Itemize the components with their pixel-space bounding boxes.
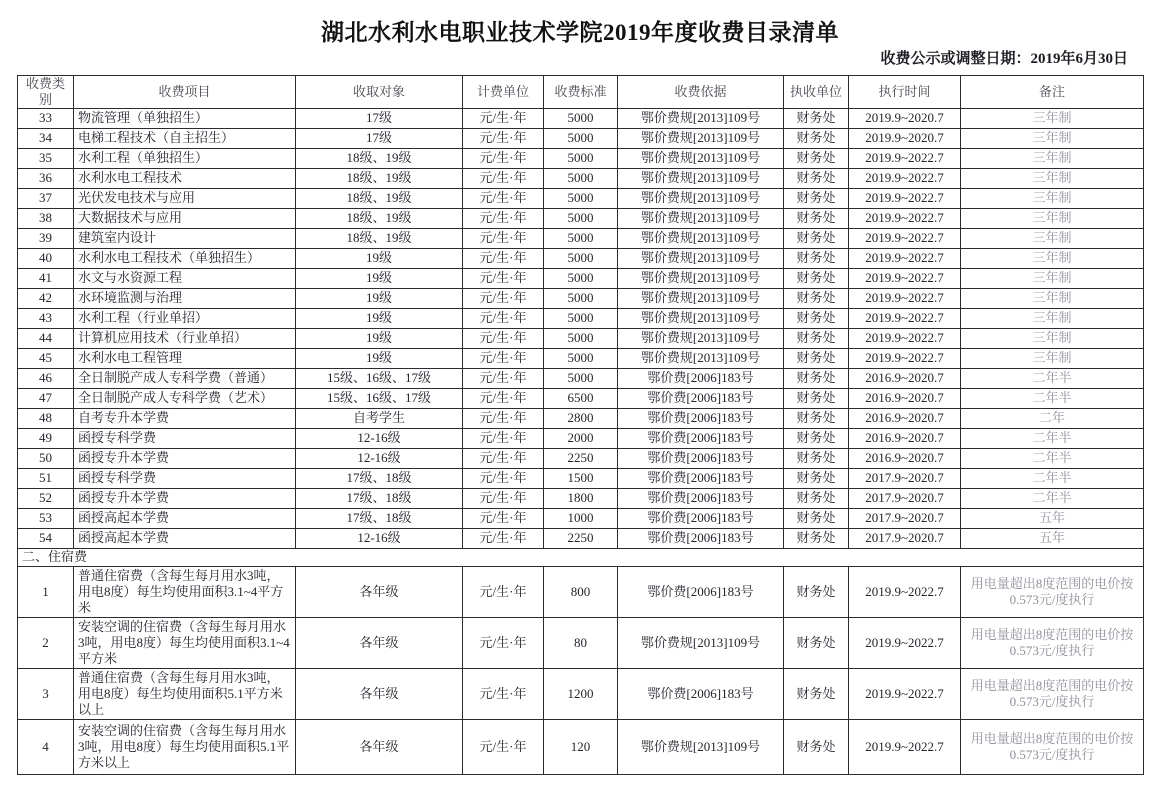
cell-category-no: 3 bbox=[18, 668, 74, 719]
cell-collecting-unit: 财务处 bbox=[784, 308, 849, 328]
cell-fee-basis: 鄂价费规[2013]109号 bbox=[618, 128, 784, 148]
header-cell-fee-standard: 收费标准 bbox=[544, 76, 618, 109]
cell-target: 各年级 bbox=[296, 617, 463, 668]
cell-exec-period: 2017.9~2020.7 bbox=[849, 528, 961, 548]
cell-billing-unit: 元/生·年 bbox=[463, 488, 544, 508]
cell-category-no: 4 bbox=[18, 719, 74, 774]
cell-target: 各年级 bbox=[296, 719, 463, 774]
cell-fee-item: 全日制脱产成人专科学费（普通） bbox=[74, 368, 296, 388]
cell-fee-standard: 5000 bbox=[544, 368, 618, 388]
cell-fee-standard: 5000 bbox=[544, 128, 618, 148]
cell-fee-basis: 鄂价费规[2013]109号 bbox=[618, 328, 784, 348]
cell-fee-basis: 鄂价费规[2013]109号 bbox=[618, 268, 784, 288]
cell-collecting-unit: 财务处 bbox=[784, 488, 849, 508]
cell-billing-unit: 元/生·年 bbox=[463, 408, 544, 428]
cell-collecting-unit: 财务处 bbox=[784, 228, 849, 248]
cell-category-no: 53 bbox=[18, 508, 74, 528]
cell-target: 19级 bbox=[296, 348, 463, 368]
cell-category-no: 47 bbox=[18, 388, 74, 408]
cell-fee-item: 自考专升本学费 bbox=[74, 408, 296, 428]
cell-fee-item: 普通住宿费（含每生每月用水3吨，用电8度）每生均使用面积3.1~4平方米 bbox=[74, 566, 296, 617]
cell-target: 18级、19级 bbox=[296, 188, 463, 208]
cell-billing-unit: 元/生·年 bbox=[463, 188, 544, 208]
cell-fee-item: 函授专升本学费 bbox=[74, 448, 296, 468]
cell-fee-standard: 1200 bbox=[544, 668, 618, 719]
cell-fee-item: 函授专科学费 bbox=[74, 428, 296, 448]
cell-fee-item: 计算机应用技术（行业单招） bbox=[74, 328, 296, 348]
cell-exec-period: 2019.9~2022.7 bbox=[849, 668, 961, 719]
cell-target: 19级 bbox=[296, 328, 463, 348]
cell-exec-period: 2019.9~2022.7 bbox=[849, 348, 961, 368]
cell-exec-period: 2016.9~2020.7 bbox=[849, 448, 961, 468]
cell-fee-standard: 1800 bbox=[544, 488, 618, 508]
cell-category-no: 42 bbox=[18, 288, 74, 308]
tuition-fee-row bbox=[18, 428, 1144, 448]
cell-remark: 用电量超出8度范围的电价按0.573元/度执行 bbox=[961, 617, 1144, 668]
cell-exec-period: 2019.9~2022.7 bbox=[849, 719, 961, 774]
cell-fee-standard: 120 bbox=[544, 719, 618, 774]
cell-billing-unit: 元/生·年 bbox=[463, 368, 544, 388]
cell-fee-standard: 80 bbox=[544, 617, 618, 668]
tuition-fee-row bbox=[18, 228, 1144, 248]
cell-fee-standard: 5000 bbox=[544, 288, 618, 308]
cell-fee-standard: 1000 bbox=[544, 508, 618, 528]
cell-target: 15级、16级、17级 bbox=[296, 368, 463, 388]
cell-remark: 二年半 bbox=[961, 388, 1144, 408]
cell-target: 18级、19级 bbox=[296, 208, 463, 228]
cell-billing-unit: 元/生·年 bbox=[463, 308, 544, 328]
header-cell-collecting-unit: 执收单位 bbox=[784, 76, 849, 109]
cell-exec-period: 2016.9~2020.7 bbox=[849, 408, 961, 428]
cell-remark: 用电量超出8度范围的电价按0.573元/度执行 bbox=[961, 668, 1144, 719]
cell-exec-period: 2019.9~2022.7 bbox=[849, 168, 961, 188]
cell-category-no: 41 bbox=[18, 268, 74, 288]
cell-fee-basis: 鄂价费[2006]183号 bbox=[618, 528, 784, 548]
cell-fee-item: 水环境监测与治理 bbox=[74, 288, 296, 308]
cell-target: 各年级 bbox=[296, 566, 463, 617]
cell-category-no: 1 bbox=[18, 566, 74, 617]
cell-billing-unit: 元/生·年 bbox=[463, 528, 544, 548]
cell-collecting-unit: 财务处 bbox=[784, 428, 849, 448]
cell-collecting-unit: 财务处 bbox=[784, 668, 849, 719]
cell-fee-standard: 5000 bbox=[544, 168, 618, 188]
fee-table bbox=[17, 75, 1144, 775]
cell-exec-period: 2019.9~2020.7 bbox=[849, 128, 961, 148]
cell-category-no: 36 bbox=[18, 168, 74, 188]
cell-fee-basis: 鄂价费规[2013]109号 bbox=[618, 208, 784, 228]
cell-remark: 用电量超出8度范围的电价按0.573元/度执行 bbox=[961, 566, 1144, 617]
cell-collecting-unit: 财务处 bbox=[784, 208, 849, 228]
tuition-fee-row bbox=[18, 308, 1144, 328]
dorm-fee-row bbox=[18, 566, 1144, 617]
tuition-fee-row bbox=[18, 488, 1144, 508]
cell-exec-period: 2019.9~2022.7 bbox=[849, 617, 961, 668]
cell-exec-period: 2019.9~2022.7 bbox=[849, 248, 961, 268]
header-cell-exec-period: 执行时间 bbox=[849, 76, 961, 109]
cell-fee-item: 函授专升本学费 bbox=[74, 488, 296, 508]
cell-collecting-unit: 财务处 bbox=[784, 408, 849, 428]
cell-fee-basis: 鄂价费[2006]183号 bbox=[618, 488, 784, 508]
cell-fee-basis: 鄂价费[2006]183号 bbox=[618, 448, 784, 468]
cell-collecting-unit: 财务处 bbox=[784, 148, 849, 168]
cell-fee-standard: 5000 bbox=[544, 108, 618, 128]
cell-remark: 三年制 bbox=[961, 128, 1144, 148]
header-cell-fee-basis: 收费依据 bbox=[618, 76, 784, 109]
cell-target: 12-16级 bbox=[296, 428, 463, 448]
cell-fee-basis: 鄂价费[2006]183号 bbox=[618, 408, 784, 428]
cell-billing-unit: 元/生·年 bbox=[463, 328, 544, 348]
cell-fee-standard: 5000 bbox=[544, 308, 618, 328]
cell-collecting-unit: 财务处 bbox=[784, 388, 849, 408]
cell-target: 15级、16级、17级 bbox=[296, 388, 463, 408]
cell-target: 17级 bbox=[296, 108, 463, 128]
cell-collecting-unit: 财务处 bbox=[784, 128, 849, 148]
cell-fee-item: 水利工程（行业单招） bbox=[74, 308, 296, 328]
cell-category-no: 37 bbox=[18, 188, 74, 208]
cell-billing-unit: 元/生·年 bbox=[463, 428, 544, 448]
cell-remark: 二年半 bbox=[961, 448, 1144, 468]
cell-fee-standard: 6500 bbox=[544, 388, 618, 408]
cell-category-no: 48 bbox=[18, 408, 74, 428]
tuition-fee-row bbox=[18, 108, 1144, 128]
cell-fee-standard: 5000 bbox=[544, 208, 618, 228]
cell-category-no: 51 bbox=[18, 468, 74, 488]
cell-collecting-unit: 财务处 bbox=[784, 368, 849, 388]
cell-remark: 用电量超出8度范围的电价按0.573元/度执行 bbox=[961, 719, 1144, 774]
tuition-fee-row bbox=[18, 128, 1144, 148]
cell-exec-period: 2016.9~2020.7 bbox=[849, 388, 961, 408]
cell-fee-standard: 800 bbox=[544, 566, 618, 617]
cell-billing-unit: 元/生·年 bbox=[463, 566, 544, 617]
cell-fee-item: 函授专科学费 bbox=[74, 468, 296, 488]
cell-billing-unit: 元/生·年 bbox=[463, 248, 544, 268]
tuition-fee-row bbox=[18, 408, 1144, 428]
cell-fee-standard: 5000 bbox=[544, 328, 618, 348]
cell-billing-unit: 元/生·年 bbox=[463, 208, 544, 228]
cell-remark: 三年制 bbox=[961, 268, 1144, 288]
cell-exec-period: 2019.9~2022.7 bbox=[849, 148, 961, 168]
cell-fee-standard: 2800 bbox=[544, 408, 618, 428]
cell-remark: 三年制 bbox=[961, 208, 1144, 228]
cell-category-no: 43 bbox=[18, 308, 74, 328]
dorm-fee-row bbox=[18, 668, 1144, 719]
cell-target: 17级、18级 bbox=[296, 508, 463, 528]
cell-fee-basis: 鄂价费[2006]183号 bbox=[618, 508, 784, 528]
cell-fee-basis: 鄂价费规[2013]109号 bbox=[618, 348, 784, 368]
cell-remark: 二年半 bbox=[961, 488, 1144, 508]
tuition-fee-row bbox=[18, 288, 1144, 308]
cell-exec-period: 2019.9~2022.7 bbox=[849, 566, 961, 617]
header-cell-remark: 备注 bbox=[961, 76, 1144, 109]
section-label: 二、住宿费 bbox=[18, 548, 1144, 566]
cell-category-no: 54 bbox=[18, 528, 74, 548]
cell-fee-basis: 鄂价费[2006]183号 bbox=[618, 368, 784, 388]
cell-category-no: 34 bbox=[18, 128, 74, 148]
cell-fee-item: 安装空调的住宿费（含每生每月用水3吨，用电8度）每生均使用面积5.1平方米以上 bbox=[74, 719, 296, 774]
tuition-fee-row bbox=[18, 248, 1144, 268]
cell-exec-period: 2016.9~2020.7 bbox=[849, 368, 961, 388]
tuition-fee-row bbox=[18, 368, 1144, 388]
cell-collecting-unit: 财务处 bbox=[784, 288, 849, 308]
cell-fee-item: 函授高起本学费 bbox=[74, 528, 296, 548]
cell-exec-period: 2019.9~2022.7 bbox=[849, 328, 961, 348]
page-title: 湖北水利水电职业技术学院2019年度收费目录清单 bbox=[321, 20, 839, 45]
cell-target: 自考学生 bbox=[296, 408, 463, 428]
tuition-fee-row bbox=[18, 328, 1144, 348]
cell-target: 12-16级 bbox=[296, 528, 463, 548]
cell-billing-unit: 元/生·年 bbox=[463, 268, 544, 288]
tuition-fee-row bbox=[18, 268, 1144, 288]
header-row bbox=[18, 76, 1144, 109]
cell-target: 18级、19级 bbox=[296, 168, 463, 188]
cell-collecting-unit: 财务处 bbox=[784, 348, 849, 368]
cell-fee-item: 全日制脱产成人专科学费（艺术） bbox=[74, 388, 296, 408]
cell-category-no: 40 bbox=[18, 248, 74, 268]
cell-billing-unit: 元/生·年 bbox=[463, 617, 544, 668]
cell-remark: 二年 bbox=[961, 408, 1144, 428]
cell-fee-basis: 鄂价费[2006]183号 bbox=[618, 428, 784, 448]
cell-billing-unit: 元/生·年 bbox=[463, 468, 544, 488]
cell-exec-period: 2019.9~2022.7 bbox=[849, 288, 961, 308]
cell-category-no: 46 bbox=[18, 368, 74, 388]
cell-exec-period: 2019.9~2022.7 bbox=[849, 188, 961, 208]
cell-collecting-unit: 财务处 bbox=[784, 528, 849, 548]
cell-collecting-unit: 财务处 bbox=[784, 328, 849, 348]
cell-fee-standard: 5000 bbox=[544, 188, 618, 208]
tuition-fee-row bbox=[18, 448, 1144, 468]
cell-fee-standard: 5000 bbox=[544, 248, 618, 268]
cell-exec-period: 2019.9~2022.7 bbox=[849, 308, 961, 328]
tuition-fee-row bbox=[18, 388, 1144, 408]
cell-fee-basis: 鄂价费规[2013]109号 bbox=[618, 228, 784, 248]
cell-remark: 三年制 bbox=[961, 108, 1144, 128]
cell-billing-unit: 元/生·年 bbox=[463, 348, 544, 368]
cell-target: 17级、18级 bbox=[296, 468, 463, 488]
section-row bbox=[18, 548, 1144, 566]
dorm-fee-row bbox=[18, 617, 1144, 668]
tuition-fee-row bbox=[18, 468, 1144, 488]
cell-billing-unit: 元/生·年 bbox=[463, 448, 544, 468]
cell-exec-period: 2019.9~2020.7 bbox=[849, 108, 961, 128]
cell-remark: 三年制 bbox=[961, 348, 1144, 368]
cell-collecting-unit: 财务处 bbox=[784, 248, 849, 268]
cell-collecting-unit: 财务处 bbox=[784, 108, 849, 128]
cell-fee-basis: 鄂价费规[2013]109号 bbox=[618, 617, 784, 668]
cell-category-no: 33 bbox=[18, 108, 74, 128]
cell-remark: 三年制 bbox=[961, 248, 1144, 268]
cell-category-no: 45 bbox=[18, 348, 74, 368]
cell-target: 各年级 bbox=[296, 668, 463, 719]
cell-category-no: 35 bbox=[18, 148, 74, 168]
cell-fee-item: 普通住宿费（含每生每月用水3吨，用电8度）每生均使用面积5.1平方米以上 bbox=[74, 668, 296, 719]
publish-date-note: 收费公示或调整日期：2019年6月30日 bbox=[880, 51, 1128, 67]
cell-target: 19级 bbox=[296, 288, 463, 308]
cell-remark: 三年制 bbox=[961, 148, 1144, 168]
cell-remark: 三年制 bbox=[961, 188, 1144, 208]
cell-remark: 三年制 bbox=[961, 288, 1144, 308]
cell-category-no: 50 bbox=[18, 448, 74, 468]
cell-billing-unit: 元/生·年 bbox=[463, 108, 544, 128]
header-cell-category-no: 收费类别 bbox=[18, 76, 74, 109]
table-body bbox=[18, 108, 1144, 774]
cell-collecting-unit: 财务处 bbox=[784, 617, 849, 668]
cell-remark: 二年半 bbox=[961, 428, 1144, 448]
cell-fee-item: 水利水电工程技术 bbox=[74, 168, 296, 188]
cell-fee-basis: 鄂价费规[2013]109号 bbox=[618, 719, 784, 774]
header-cell-target: 收取对象 bbox=[296, 76, 463, 109]
cell-target: 18级、19级 bbox=[296, 228, 463, 248]
cell-fee-item: 水利水电工程技术（单独招生） bbox=[74, 248, 296, 268]
cell-fee-item: 水文与水资源工程 bbox=[74, 268, 296, 288]
tuition-fee-row bbox=[18, 528, 1144, 548]
cell-target: 12-16级 bbox=[296, 448, 463, 468]
cell-fee-item: 水利水电工程管理 bbox=[74, 348, 296, 368]
cell-fee-item: 安装空调的住宿费（含每生每月用水3吨，用电8度）每生均使用面积3.1~4平方米 bbox=[74, 617, 296, 668]
cell-remark: 三年制 bbox=[961, 168, 1144, 188]
cell-fee-item: 函授高起本学费 bbox=[74, 508, 296, 528]
cell-target: 19级 bbox=[296, 308, 463, 328]
cell-target: 18级、19级 bbox=[296, 148, 463, 168]
cell-remark: 二年半 bbox=[961, 368, 1144, 388]
cell-fee-item: 物流管理（单独招生） bbox=[74, 108, 296, 128]
cell-category-no: 2 bbox=[18, 617, 74, 668]
cell-fee-basis: 鄂价费规[2013]109号 bbox=[618, 168, 784, 188]
tuition-fee-row bbox=[18, 348, 1144, 368]
cell-fee-basis: 鄂价费[2006]183号 bbox=[618, 388, 784, 408]
cell-collecting-unit: 财务处 bbox=[784, 168, 849, 188]
cell-fee-basis: 鄂价费规[2013]109号 bbox=[618, 188, 784, 208]
cell-fee-basis: 鄂价费规[2013]109号 bbox=[618, 288, 784, 308]
cell-remark: 三年制 bbox=[961, 308, 1144, 328]
cell-category-no: 38 bbox=[18, 208, 74, 228]
cell-fee-basis: 鄂价费规[2013]109号 bbox=[618, 308, 784, 328]
cell-category-no: 39 bbox=[18, 228, 74, 248]
tuition-fee-row bbox=[18, 508, 1144, 528]
cell-exec-period: 2019.9~2022.7 bbox=[849, 208, 961, 228]
cell-category-no: 52 bbox=[18, 488, 74, 508]
cell-fee-standard: 5000 bbox=[544, 348, 618, 368]
cell-exec-period: 2016.9~2020.7 bbox=[849, 428, 961, 448]
tuition-fee-row bbox=[18, 188, 1144, 208]
cell-collecting-unit: 财务处 bbox=[784, 508, 849, 528]
cell-billing-unit: 元/生·年 bbox=[463, 288, 544, 308]
cell-fee-standard: 1500 bbox=[544, 468, 618, 488]
cell-billing-unit: 元/生·年 bbox=[463, 228, 544, 248]
table-header bbox=[18, 76, 1144, 109]
cell-billing-unit: 元/生·年 bbox=[463, 508, 544, 528]
cell-exec-period: 2019.9~2022.7 bbox=[849, 268, 961, 288]
tuition-fee-row bbox=[18, 148, 1144, 168]
cell-fee-basis: 鄂价费规[2013]109号 bbox=[618, 148, 784, 168]
cell-fee-standard: 5000 bbox=[544, 228, 618, 248]
cell-fee-basis: 鄂价费[2006]183号 bbox=[618, 566, 784, 617]
tuition-fee-row bbox=[18, 168, 1144, 188]
cell-fee-basis: 鄂价费[2006]183号 bbox=[618, 668, 784, 719]
cell-target: 19级 bbox=[296, 248, 463, 268]
cell-collecting-unit: 财务处 bbox=[784, 566, 849, 617]
cell-target: 17级、18级 bbox=[296, 488, 463, 508]
cell-collecting-unit: 财务处 bbox=[784, 188, 849, 208]
cell-collecting-unit: 财务处 bbox=[784, 268, 849, 288]
tuition-fee-row bbox=[18, 208, 1144, 228]
cell-collecting-unit: 财务处 bbox=[784, 448, 849, 468]
cell-fee-standard: 2250 bbox=[544, 528, 618, 548]
cell-fee-standard: 5000 bbox=[544, 148, 618, 168]
cell-collecting-unit: 财务处 bbox=[784, 719, 849, 774]
cell-billing-unit: 元/生·年 bbox=[463, 168, 544, 188]
cell-billing-unit: 元/生·年 bbox=[463, 719, 544, 774]
cell-fee-standard: 2000 bbox=[544, 428, 618, 448]
cell-remark: 三年制 bbox=[961, 228, 1144, 248]
cell-remark: 三年制 bbox=[961, 328, 1144, 348]
header-cell-billing-unit: 计费单位 bbox=[463, 76, 544, 109]
cell-remark: 二年半 bbox=[961, 468, 1144, 488]
cell-category-no: 49 bbox=[18, 428, 74, 448]
cell-remark: 五年 bbox=[961, 528, 1144, 548]
cell-fee-standard: 5000 bbox=[544, 268, 618, 288]
cell-fee-standard: 2250 bbox=[544, 448, 618, 468]
cell-fee-item: 水利工程（单独招生） bbox=[74, 148, 296, 168]
cell-billing-unit: 元/生·年 bbox=[463, 128, 544, 148]
cell-fee-basis: 鄂价费规[2013]109号 bbox=[618, 108, 784, 128]
cell-fee-item: 大数据技术与应用 bbox=[74, 208, 296, 228]
cell-collecting-unit: 财务处 bbox=[784, 468, 849, 488]
cell-fee-item: 建筑室内设计 bbox=[74, 228, 296, 248]
cell-fee-item: 电梯工程技术（自主招生） bbox=[74, 128, 296, 148]
cell-fee-basis: 鄂价费[2006]183号 bbox=[618, 468, 784, 488]
cell-fee-basis: 鄂价费规[2013]109号 bbox=[618, 248, 784, 268]
cell-category-no: 44 bbox=[18, 328, 74, 348]
cell-target: 17级 bbox=[296, 128, 463, 148]
cell-billing-unit: 元/生·年 bbox=[463, 668, 544, 719]
header-cell-fee-item: 收费项目 bbox=[74, 76, 296, 109]
cell-exec-period: 2017.9~2020.7 bbox=[849, 488, 961, 508]
cell-remark: 五年 bbox=[961, 508, 1144, 528]
cell-billing-unit: 元/生·年 bbox=[463, 388, 544, 408]
cell-exec-period: 2019.9~2022.7 bbox=[849, 228, 961, 248]
cell-target: 19级 bbox=[296, 268, 463, 288]
dorm-fee-row bbox=[18, 719, 1144, 774]
cell-exec-period: 2017.9~2020.7 bbox=[849, 468, 961, 488]
cell-billing-unit: 元/生·年 bbox=[463, 148, 544, 168]
cell-fee-item: 光伏发电技术与应用 bbox=[74, 188, 296, 208]
cell-exec-period: 2017.9~2020.7 bbox=[849, 508, 961, 528]
